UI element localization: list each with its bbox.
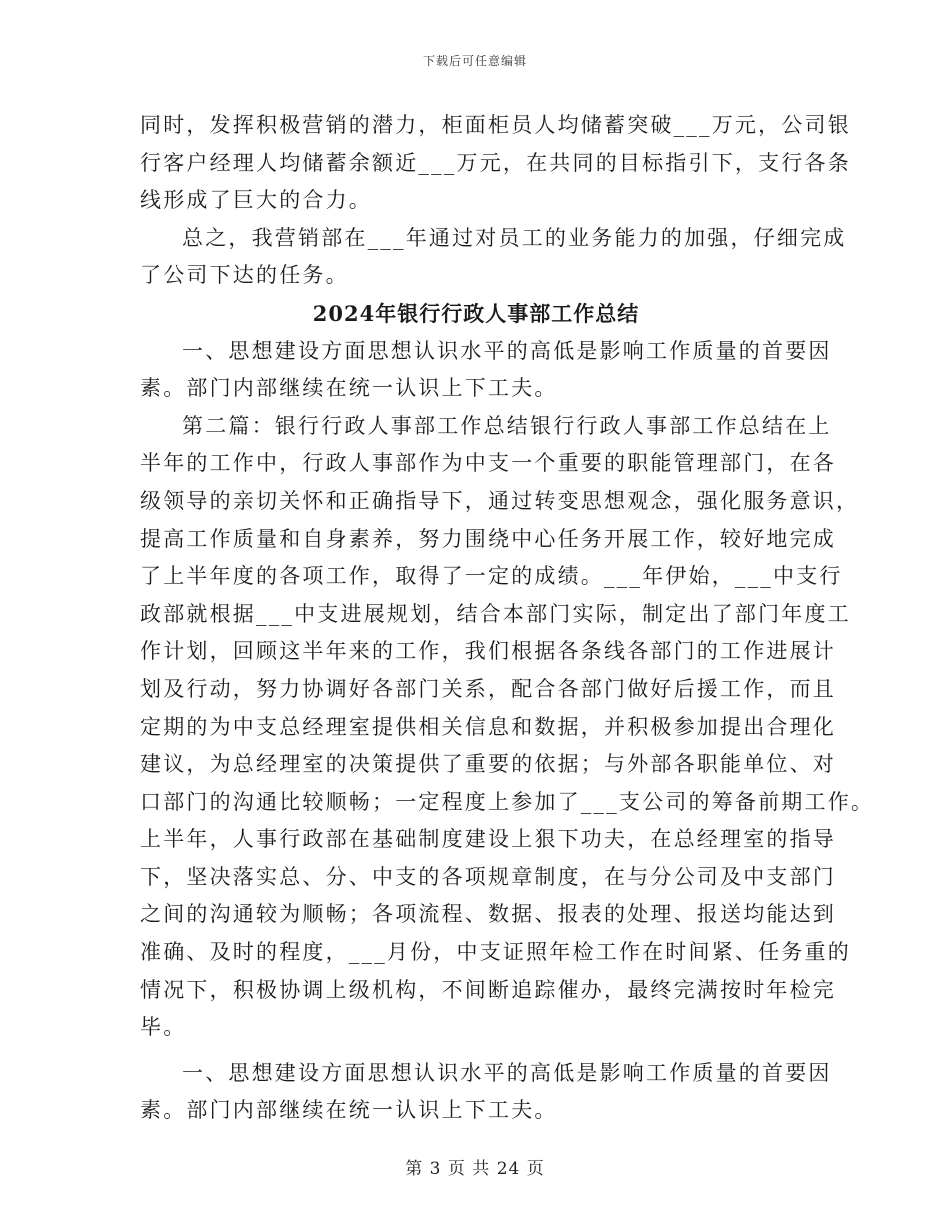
body-line: 同时，发挥积极营销的潜力，柜面柜员人均储蓄突破___万元，公司银 [140, 113, 851, 137]
body-line: 作计划，回顾这半年来的工作，我们根据各条线各部门的工作进展计 [140, 639, 836, 664]
body-line: 了上半年度的各项工作，取得了一定的成绩。___年伊始，___中支行 [140, 564, 843, 589]
page-footer: 第 3 页 共 24 页 [405, 1159, 545, 1179]
body-line: 上半年，人事行政部在基础制度建设上狠下功夫，在总经理室的指导 [140, 827, 836, 852]
body-line: 级领导的亲切关怀和正确指导下，通过转变思想观念，强化服务意识， [140, 488, 860, 513]
body-line: 素。部门内部继续在统一认识上下工夫。 [140, 376, 558, 401]
body-line: 建议，为总经理室的决策提供了重要的依据；与外部各职能单位、对 [140, 752, 836, 777]
body-line: 提高工作质量和自身素养，努力围绕中心任务开展工作，较好地完成 [140, 526, 836, 551]
body-line: 下，坚决落实总、分、中支的各项规章制度，在与分公司及中支部门 [140, 864, 836, 889]
body-line: 线形成了巨大的合力。 [140, 188, 372, 213]
body-line: 行客户经理人均储蓄余额近___万元，在共同的目标指引下，支行各条 [140, 150, 851, 175]
paragraph-start-line: 一、思想建设方面思想认识水平的高低是影响工作质量的首要因 [182, 338, 832, 363]
body-line: 半年的工作中，行政人事部作为中支一个重要的职能管理部门，在各 [140, 451, 836, 476]
body-line: 之间的沟通较为顺畅；各项流程、数据、报表的处理、报送均能达到 [140, 902, 836, 927]
body-line: 了公司下达的任务。 [140, 263, 349, 288]
paragraph-start-line: 总之，我营销部在___年通过对员工的业务能力的加强，仔细完成 [182, 225, 847, 250]
body-line: 准确、及时的程度，___月份，中支证照年检工作在时间紧、任务重的 [140, 940, 851, 965]
body-line: 政部就根据___中支进展规划，结合本部门实际，制定出了部门年度工 [140, 601, 851, 626]
body-line: 情况下，积极协调上级机构，不间断追踪催办，最终完满按时年检完 [140, 977, 836, 1002]
body-line: 毕。 [140, 1015, 187, 1040]
paragraph-start-line: 一、思想建设方面思想认识水平的高低是影响工作质量的首要因 [182, 1060, 832, 1085]
body-line: 素。部门内部继续在统一认识上下工夫。 [140, 1098, 558, 1123]
page-header: 下载后可任意编辑 [422, 54, 527, 68]
body-line: 口部门的沟通比较顺畅；一定程度上参加了___支公司的筹备前期工作。 [140, 789, 875, 814]
document-body [140, 107, 875, 1130]
body-line: 划及行动，努力协调好各部门关系，配合各部门做好后援工作，而且 [140, 676, 836, 701]
paragraph-start-line: 第二篇：银行行政人事部工作总结银行行政人事部工作总结在上 [182, 413, 832, 438]
section-title: 2024年银行行政人事部工作总结 [312, 300, 640, 326]
body-line: 定期的为中支总经理室提供相关信息和数据，并积极参加提出合理化 [140, 714, 836, 739]
